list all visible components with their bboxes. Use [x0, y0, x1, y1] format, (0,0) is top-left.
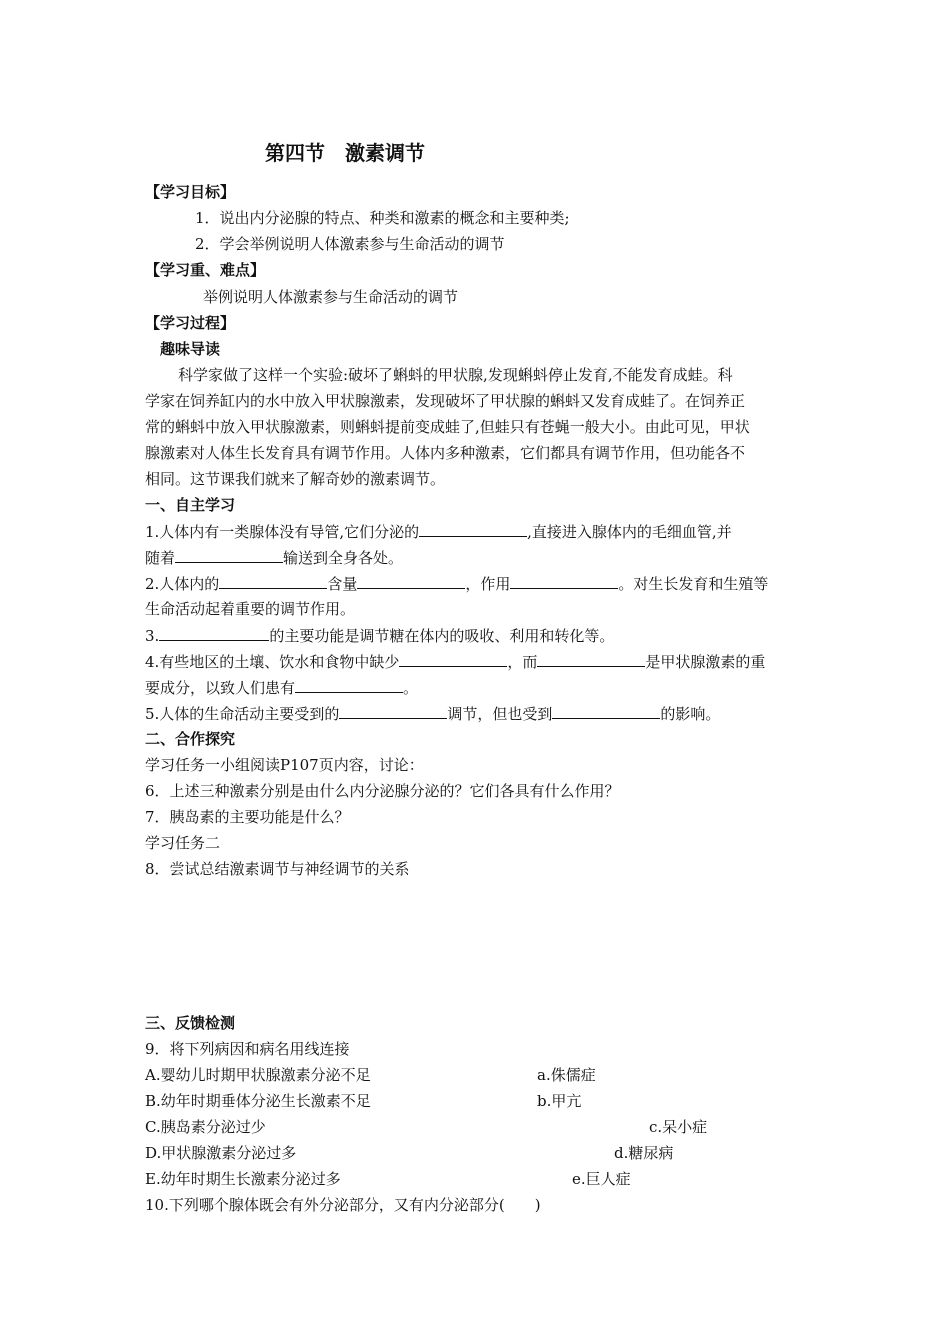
- blank-q3-1[interactable]: [159, 625, 269, 641]
- key-points-text: 举例说明人体激素参与生命活动的调节: [203, 288, 459, 306]
- cause-a: A.婴幼儿时期甲状腺激素分泌不足: [145, 1066, 371, 1084]
- question-4-text-a: 4.有些地区的土壤、饮水和食物中缺少: [145, 653, 400, 671]
- question-4-line-2: [145, 677, 418, 698]
- key-points-heading: 【学习重、难点】: [145, 261, 266, 279]
- page-title: 第四节 激素调节: [265, 141, 425, 165]
- intro-line-5: 相同。这节课我们就来了解奇妙的激素调节。: [145, 470, 446, 488]
- question-3-text-b: 的主要功能是调节糖在体内的吸收、利用和转化等。: [269, 627, 615, 645]
- question-7: 7．胰岛素的主要功能是什么？: [145, 808, 350, 826]
- intro-line-2: 学家在饲养缸内的水中放入甲状腺激素，发现破坏了甲状腺的蝌蚪又发育成蛙了。在饲养正: [145, 392, 746, 410]
- disease-c: c.呆小症: [649, 1118, 708, 1136]
- question-3: [145, 625, 614, 646]
- question-8: 8．尝试总结激素调节与神经调节的关系: [145, 860, 410, 878]
- question-2-text-b: 含量: [327, 575, 358, 593]
- disease-e: e.巨人症: [572, 1170, 631, 1188]
- cause-b: B.幼年时期垂体分泌生长激素不足: [145, 1092, 371, 1110]
- blank-q1-1[interactable]: [419, 521, 527, 537]
- blank-q1-2[interactable]: [175, 547, 283, 563]
- question-5-text-a: 5.人体的生命活动主要受到的: [145, 705, 340, 723]
- question-5-text-c: 的影响。: [660, 705, 721, 723]
- question-4-text-d: 要成分，以致人们患有: [145, 679, 296, 697]
- disease-a: a.侏儒症: [537, 1066, 596, 1084]
- intro-line-1: 科学家做了这样一个实验:破坏了蝌蚪的甲状腺,发现蝌蚪停止发育,不能发育成蛙。科: [178, 366, 733, 384]
- question-5: [145, 703, 720, 724]
- question-2-line-2: 生命活动起着重要的调节作用。: [145, 600, 356, 618]
- question-2-text-d: 。对生长发育和生殖等: [618, 575, 769, 593]
- objective-item-2: 2．学会举例说明人体激素参与生命活动的调节: [195, 235, 505, 253]
- intro-line-4: 腺激素对人体生长发育具有调节作用。人体内多种激素，它们都具有调节作用，但功能各不: [145, 444, 746, 462]
- question-10: [145, 1195, 541, 1215]
- question-10-text: 10.下列哪个腺体既会有外分泌部分，又有内分泌部分(: [145, 1196, 505, 1214]
- question-4-text-b: ，而: [507, 653, 538, 671]
- blank-q2-3[interactable]: [510, 573, 618, 589]
- question-1-line-1: [145, 521, 732, 542]
- blank-q2-2[interactable]: [357, 573, 465, 589]
- question-9: 9．将下列病因和病名用线连接: [145, 1040, 350, 1058]
- question-1-text-c: 随着: [145, 549, 176, 567]
- section1-heading: 一、自主学习: [145, 496, 236, 514]
- blank-q2-1[interactable]: [219, 573, 327, 589]
- disease-d: d.糖尿病: [614, 1144, 674, 1162]
- blank-q4-3[interactable]: [295, 677, 403, 693]
- question-6: 6．上述三种激素分别是由什么内分泌腺分泌的？它们各具有什么作用？: [145, 782, 620, 800]
- question-4-text-e: 。: [403, 679, 419, 697]
- blank-q4-2[interactable]: [537, 651, 645, 667]
- question-2-text-a: 2.人体内的: [145, 575, 220, 593]
- question-3-text-a: 3.: [145, 627, 160, 645]
- question-4-line-1: [145, 651, 765, 672]
- blank-q5-2[interactable]: [552, 703, 660, 719]
- task-2: 学习任务二: [145, 834, 221, 852]
- question-1-text-b: ,直接进入腺体内的毛细血管,并: [527, 523, 732, 541]
- disease-b: b.甲亢: [537, 1092, 582, 1110]
- cause-e: E.幼年时期生长激素分泌过多: [145, 1170, 341, 1188]
- question-2-line-1: [145, 573, 768, 594]
- blank-q5-1[interactable]: [339, 703, 447, 719]
- section3-heading: 三、反馈检测: [145, 1014, 236, 1032]
- task-1: 学习任务一小组阅读P107页内容，讨论：: [145, 756, 424, 774]
- intro-line-3: 常的蝌蚪中放入甲状腺激素，则蝌蚪提前变成蛙了,但蛙只有苍蝇一般大小。由此可见，甲状: [145, 418, 750, 436]
- objectives-heading: 【学习目标】: [145, 183, 236, 201]
- question-5-text-b: 调节，但也受到: [447, 705, 553, 723]
- process-heading: 【学习过程】: [145, 314, 236, 332]
- question-1-text-d: 输送到全身各处。: [283, 549, 404, 567]
- cause-d: D.甲状腺激素分泌过多: [145, 1144, 297, 1162]
- question-1-line-2: [145, 547, 403, 568]
- section2-heading: 二、合作探究: [145, 730, 236, 748]
- question-10-close-paren: ): [534, 1196, 541, 1214]
- objective-item-1: 1．说出内分泌腺的特点、种类和激素的概念和主要种类;: [195, 209, 570, 227]
- question-1-text-a: 1.人体内有一类腺体没有导管,它们分泌的: [145, 523, 420, 541]
- question-2-text-c: ，作用: [465, 575, 511, 593]
- intro-heading: 趣味导读: [160, 340, 221, 358]
- cause-c: C.胰岛素分泌过少: [145, 1118, 266, 1136]
- question-4-text-c: 是甲状腺激素的重: [645, 653, 766, 671]
- blank-q4-1[interactable]: [399, 651, 507, 667]
